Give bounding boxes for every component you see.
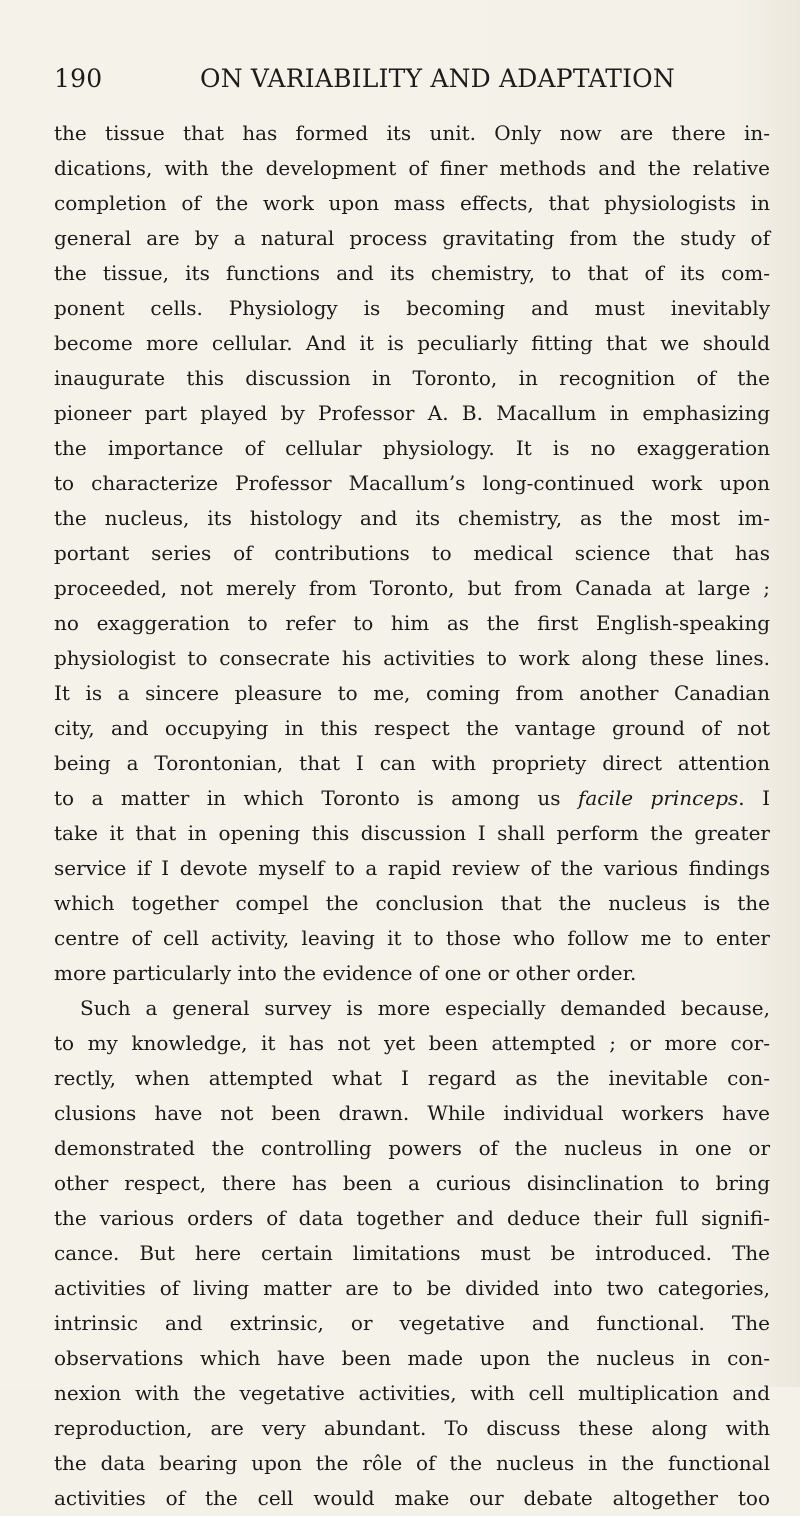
text-line: activities of the cell would make our debate altogether too [54, 1486, 770, 1510]
text-line: the importance of cellular physiology. It is no exaggeration [54, 436, 770, 460]
text-line: to characterize Professor Macallum’s long-continued work upon [54, 471, 770, 495]
text-fragment: . I [738, 786, 771, 810]
text-line: other respect, there has been a curious disinclination to bring [54, 1171, 770, 1195]
text-line: intrinsic and extrinsic, or vegetative and functional. The [54, 1311, 770, 1335]
text-line: to my knowledge, it has not yet been attempted ; or more cor- [54, 1031, 770, 1055]
text-line: service if I devote myself to a rapid review of the various findings [54, 856, 770, 880]
text-line: being a Torontonian, that I can with propriety direct attention [54, 751, 770, 775]
text-line: cance. But here certain limitations must be introduced. The [54, 1241, 770, 1265]
text-line: observations which have been made upon the nucleus in con- [54, 1346, 770, 1370]
page-header [54, 64, 774, 100]
text-line: which together compel the conclusion that the nucleus is the [54, 891, 770, 915]
text-line: become more cellular. And it is peculiarly fitting that we should [54, 331, 770, 355]
text-line: completion of the work upon mass effects, that physiologists in [54, 191, 770, 215]
text-line: It is a sincere pleasure to me, coming from another Canadian [54, 681, 770, 705]
text-line: city, and occupying in this respect the vantage ground of not [54, 716, 770, 740]
text-line: portant series of contributions to medical science that has [54, 541, 770, 565]
text-line: inaugurate this discussion in Toronto, in recognition of the [54, 366, 770, 390]
text-line: physiologist to consecrate his activities to work along these lines. [54, 646, 770, 670]
text-line: reproduction, are very abundant. To discuss these along with [54, 1416, 770, 1440]
italic-phrase: facile princeps [577, 786, 739, 810]
text-line: rectly, when attempted what I regard as the inevitable con- [54, 1066, 770, 1090]
text-line: activities of living matter are to be divided into two categories, [54, 1276, 770, 1300]
running-head: ON VARIABILITY AND ADAPTATION [200, 64, 675, 93]
text-line: the tissue that has formed its unit. Only now are there in- [54, 121, 770, 145]
text-line-with-italic [54, 781, 770, 816]
text-line: nexion with the vegetative activities, with cell multiplication and [54, 1381, 770, 1405]
text-line: no exaggeration to refer to him as the first English-speaking [54, 611, 770, 635]
page-number: 190 [54, 64, 103, 93]
text-line: centre of cell activity, leaving it to those who follow me to enter [54, 926, 770, 950]
text-line: proceeded, not merely from Toronto, but from Canada at large ; [54, 576, 770, 600]
text-line: dications, with the development of finer methods and the relative [54, 156, 770, 180]
text-line: general are by a natural process gravitating from the study of [54, 226, 770, 250]
text-line: the data bearing upon the rôle of the nucleus in the functional [54, 1451, 770, 1475]
text-line: take it that in opening this discussion I shall perform the greater [54, 821, 770, 845]
body-text [54, 116, 770, 1516]
text-line: demonstrated the controlling powers of the nucleus in one or [54, 1136, 770, 1160]
text-line: the tissue, its functions and its chemistry, to that of its com- [54, 261, 770, 285]
text-line: the various orders of data together and deduce their full signifi- [54, 1206, 770, 1230]
text-line: more particularly into the evidence of one or other order. [54, 961, 637, 985]
text-line: ponent cells. Physiology is becoming and must inevitably [54, 296, 770, 320]
text-line: clusions have not been drawn. While individual workers have [54, 1101, 770, 1125]
text-line: the nucleus, its histology and its chemistry, as the most im- [54, 506, 770, 530]
text-fragment: to a matter in which Toronto is among us [54, 786, 578, 810]
text-line: pioneer part played by Professor A. B. Macallum in emphasizing [54, 401, 770, 425]
paragraph-start-line: Such a general survey is more especially demanded because, [80, 996, 770, 1020]
